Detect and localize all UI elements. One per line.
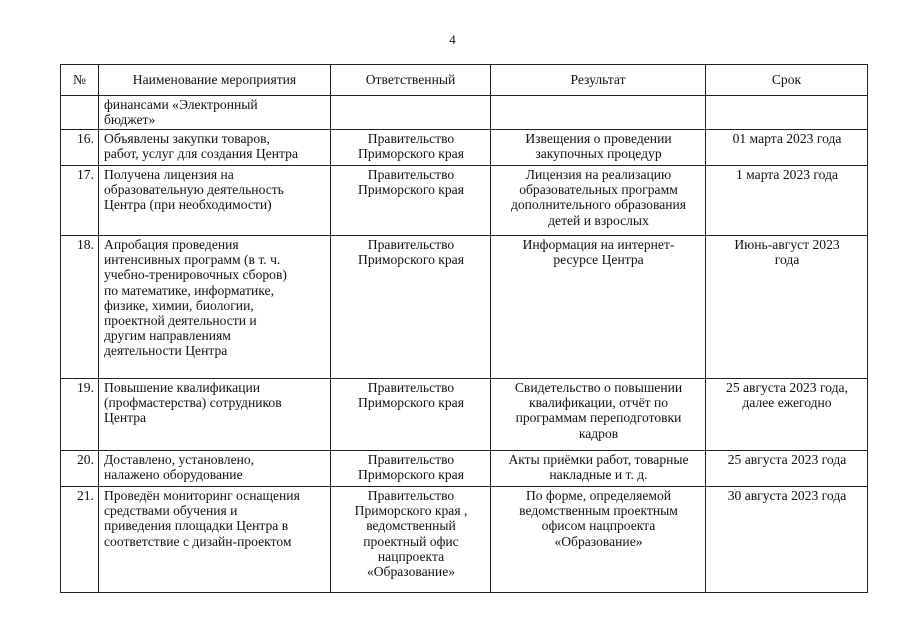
table-row	[61, 96, 868, 130]
table-header-row	[61, 65, 868, 96]
row-result: Извещения о проведении закупочных процедур	[491, 130, 706, 166]
row-num: 20.	[61, 451, 99, 487]
row-num: 21.	[61, 487, 99, 593]
row-responsible: Правительство Приморского края	[331, 451, 491, 487]
row-deadline: 01 марта 2023 года	[706, 130, 868, 166]
events-table	[60, 64, 868, 593]
row-num: 17.	[61, 166, 99, 236]
row-num	[61, 96, 99, 130]
row-name: Проведён мониторинг оснащения средствами обучения и приведения площадки Центра в соответствие с дизайн-проектом	[99, 487, 331, 593]
row-responsible: Правительство Приморского края	[331, 379, 491, 451]
header-num: №	[61, 65, 99, 96]
row-result: Свидетельство о повышении квалификации, отчёт по программам переподготовки кадров	[491, 379, 706, 451]
page-number: 4	[449, 32, 456, 47]
row-responsible: Правительство Приморского края	[331, 130, 491, 166]
header-responsible: Ответственный	[331, 65, 491, 96]
row-name: Доставлено, установлено, налажено оборудование	[99, 451, 331, 487]
row-result	[491, 96, 706, 130]
table-row	[61, 379, 868, 451]
row-name: финансами «Электронный бюджет»	[99, 96, 331, 130]
row-result: Информация на интернет- ресурсе Центра	[491, 236, 706, 379]
table-row	[61, 487, 868, 593]
row-name: Повышение квалификации (профмастерства) сотрудников Центра	[99, 379, 331, 451]
row-deadline: 25 августа 2023 года	[706, 451, 868, 487]
table-row	[61, 130, 868, 166]
row-deadline: 1 марта 2023 года	[706, 166, 868, 236]
row-deadline	[706, 96, 868, 130]
row-deadline: 30 августа 2023 года	[706, 487, 868, 593]
row-responsible	[331, 96, 491, 130]
row-result: Лицензия на реализацию образовательных программ дополнительного образования детей и взрослых	[491, 166, 706, 236]
row-responsible: Правительство Приморского края	[331, 166, 491, 236]
header-deadline: Срок	[706, 65, 868, 96]
row-num: 18.	[61, 236, 99, 379]
row-deadline: 25 августа 2023 года, далее ежегодно	[706, 379, 868, 451]
row-num: 19.	[61, 379, 99, 451]
row-name: Получена лицензия на образовательную деятельность Центра (при необходимости)	[99, 166, 331, 236]
row-result: Акты приёмки работ, товарные накладные и т. д.	[491, 451, 706, 487]
header-name: Наименование мероприятия	[99, 65, 331, 96]
table-row	[61, 451, 868, 487]
row-responsible: Правительство Приморского края	[331, 236, 491, 379]
row-name: Объявлены закупки товаров, работ, услуг для создания Центра	[99, 130, 331, 166]
row-name: Апробация проведения интенсивных программ (в т. ч. учебно-тренировочных сборов) по математике, информатике, физике, химии, биологии, проектной деятельности и другим направлениям деятельности Центра	[99, 236, 331, 379]
row-deadline: Июнь-август 2023 года	[706, 236, 868, 379]
table-row	[61, 236, 868, 379]
table-row	[61, 166, 868, 236]
row-num: 16.	[61, 130, 99, 166]
header-result: Результат	[491, 65, 706, 96]
row-result: По форме, определяемой ведомственным проектным офисом нацпроекта «Образование»	[491, 487, 706, 593]
row-responsible: Правительство Приморского края , ведомственный проектный офис нацпроекта «Образование»	[331, 487, 491, 593]
